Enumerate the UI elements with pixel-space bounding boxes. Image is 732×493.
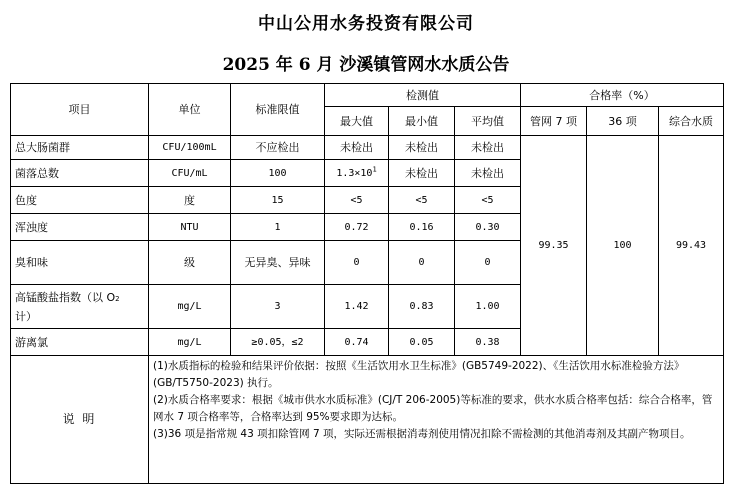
row-min: 0.05	[389, 329, 455, 356]
header-min: 最小值	[389, 107, 455, 136]
row-unit: mg/L	[149, 285, 231, 329]
row-limit: 无异臭、异味	[231, 241, 325, 285]
table-row	[11, 136, 724, 160]
row-limit: 1	[231, 214, 325, 241]
row-unit: mg/L	[149, 329, 231, 356]
row-avg: 0	[455, 241, 521, 285]
row-item: 浑浊度	[11, 214, 149, 241]
row-limit: ≥0.05，≤2	[231, 329, 325, 356]
row-item: 色度	[11, 187, 149, 214]
header-avg: 平均值	[455, 107, 521, 136]
row-max: 0.72	[325, 214, 389, 241]
header-pipe7: 管网 7 项	[521, 107, 587, 136]
water-quality-table	[10, 83, 724, 484]
row-max-superscript: 1	[372, 165, 377, 174]
row-avg: <5	[455, 187, 521, 214]
row-max: 0	[325, 241, 389, 285]
row-avg: 0.30	[455, 214, 521, 241]
row-item: 游离氯	[11, 329, 149, 356]
row-item: 高锰酸盐指数（以 O2 计）	[11, 285, 149, 329]
header-item: 项目	[11, 84, 149, 136]
notes-content	[149, 356, 724, 484]
row-max: $1.3\times 10^1$	[325, 160, 389, 187]
row-item: 总大肠菌群	[11, 136, 149, 160]
header-item36: 36 项	[587, 107, 659, 136]
rate-overall: 99.43	[659, 136, 724, 356]
rate-item36: 100	[587, 136, 659, 356]
row-max: 0.74	[325, 329, 389, 356]
row-avg: 未检出	[455, 136, 521, 160]
header-max: 最大值	[325, 107, 389, 136]
notes-row	[11, 356, 724, 484]
row-unit: 级	[149, 241, 231, 285]
row-max: 1.42	[325, 285, 389, 329]
row-min: <5	[389, 187, 455, 214]
note-1: (1)水质指标的检验和结果评价依据：按照《生活饮用水卫生标准》(GB5749-2022)、《生活饮用水标准检验方法》(GB/T5750-2023) 执行。	[153, 360, 685, 389]
row-min: 0.16	[389, 214, 455, 241]
row-unit: NTU	[149, 214, 231, 241]
row-item-subscript: 2	[115, 294, 120, 303]
row-limit: 3	[231, 285, 325, 329]
row-avg: 0.38	[455, 329, 521, 356]
row-limit: 15	[231, 187, 325, 214]
row-limit: 100	[231, 160, 325, 187]
row-min: 未检出	[389, 160, 455, 187]
row-max: <5	[325, 187, 389, 214]
report-title: 2025 年 6 月 沙溪镇管网水水质公告	[222, 55, 510, 75]
row-unit: 度	[149, 187, 231, 214]
row-item: 菌落总数	[11, 160, 149, 187]
row-min: 未检出	[389, 136, 455, 160]
row-avg: 1.00	[455, 285, 521, 329]
row-limit: 不应检出	[231, 136, 325, 160]
header-overall: 综合水质	[659, 107, 724, 136]
company-title: 中山公用水务投资有限公司	[258, 14, 474, 34]
header-limit: 标准限值	[231, 84, 325, 136]
row-min: 0	[389, 241, 455, 285]
header-pass-rate: 合格率（%）	[521, 84, 724, 107]
row-avg: 未检出	[455, 160, 521, 187]
note-3: (3)36 项是指常规 43 项扣除管网 7 项，实际还需根据消毒剂使用情况扣除不需检测的其他消毒剂及其副产物项目。	[153, 428, 691, 440]
header-detect: 检测值	[325, 84, 521, 107]
note-2: (2)水质合格率要求：根据《城市供水水质标准》(CJ/T 206-2005)等标准的要求，供水水质合格率包括：综合合格率，管网水 7 项合格率等，合格率达到 95%要求即为达标。	[153, 394, 713, 423]
row-unit: CFU/100mL	[149, 136, 231, 160]
row-min: 0.83	[389, 285, 455, 329]
row-max: 未检出	[325, 136, 389, 160]
rate-pipe7: 99.35	[521, 136, 587, 356]
header-unit: 单位	[149, 84, 231, 136]
row-item: 臭和味	[11, 241, 149, 285]
notes-label: 说 明	[11, 356, 149, 484]
row-unit: CFU/mL	[149, 160, 231, 187]
